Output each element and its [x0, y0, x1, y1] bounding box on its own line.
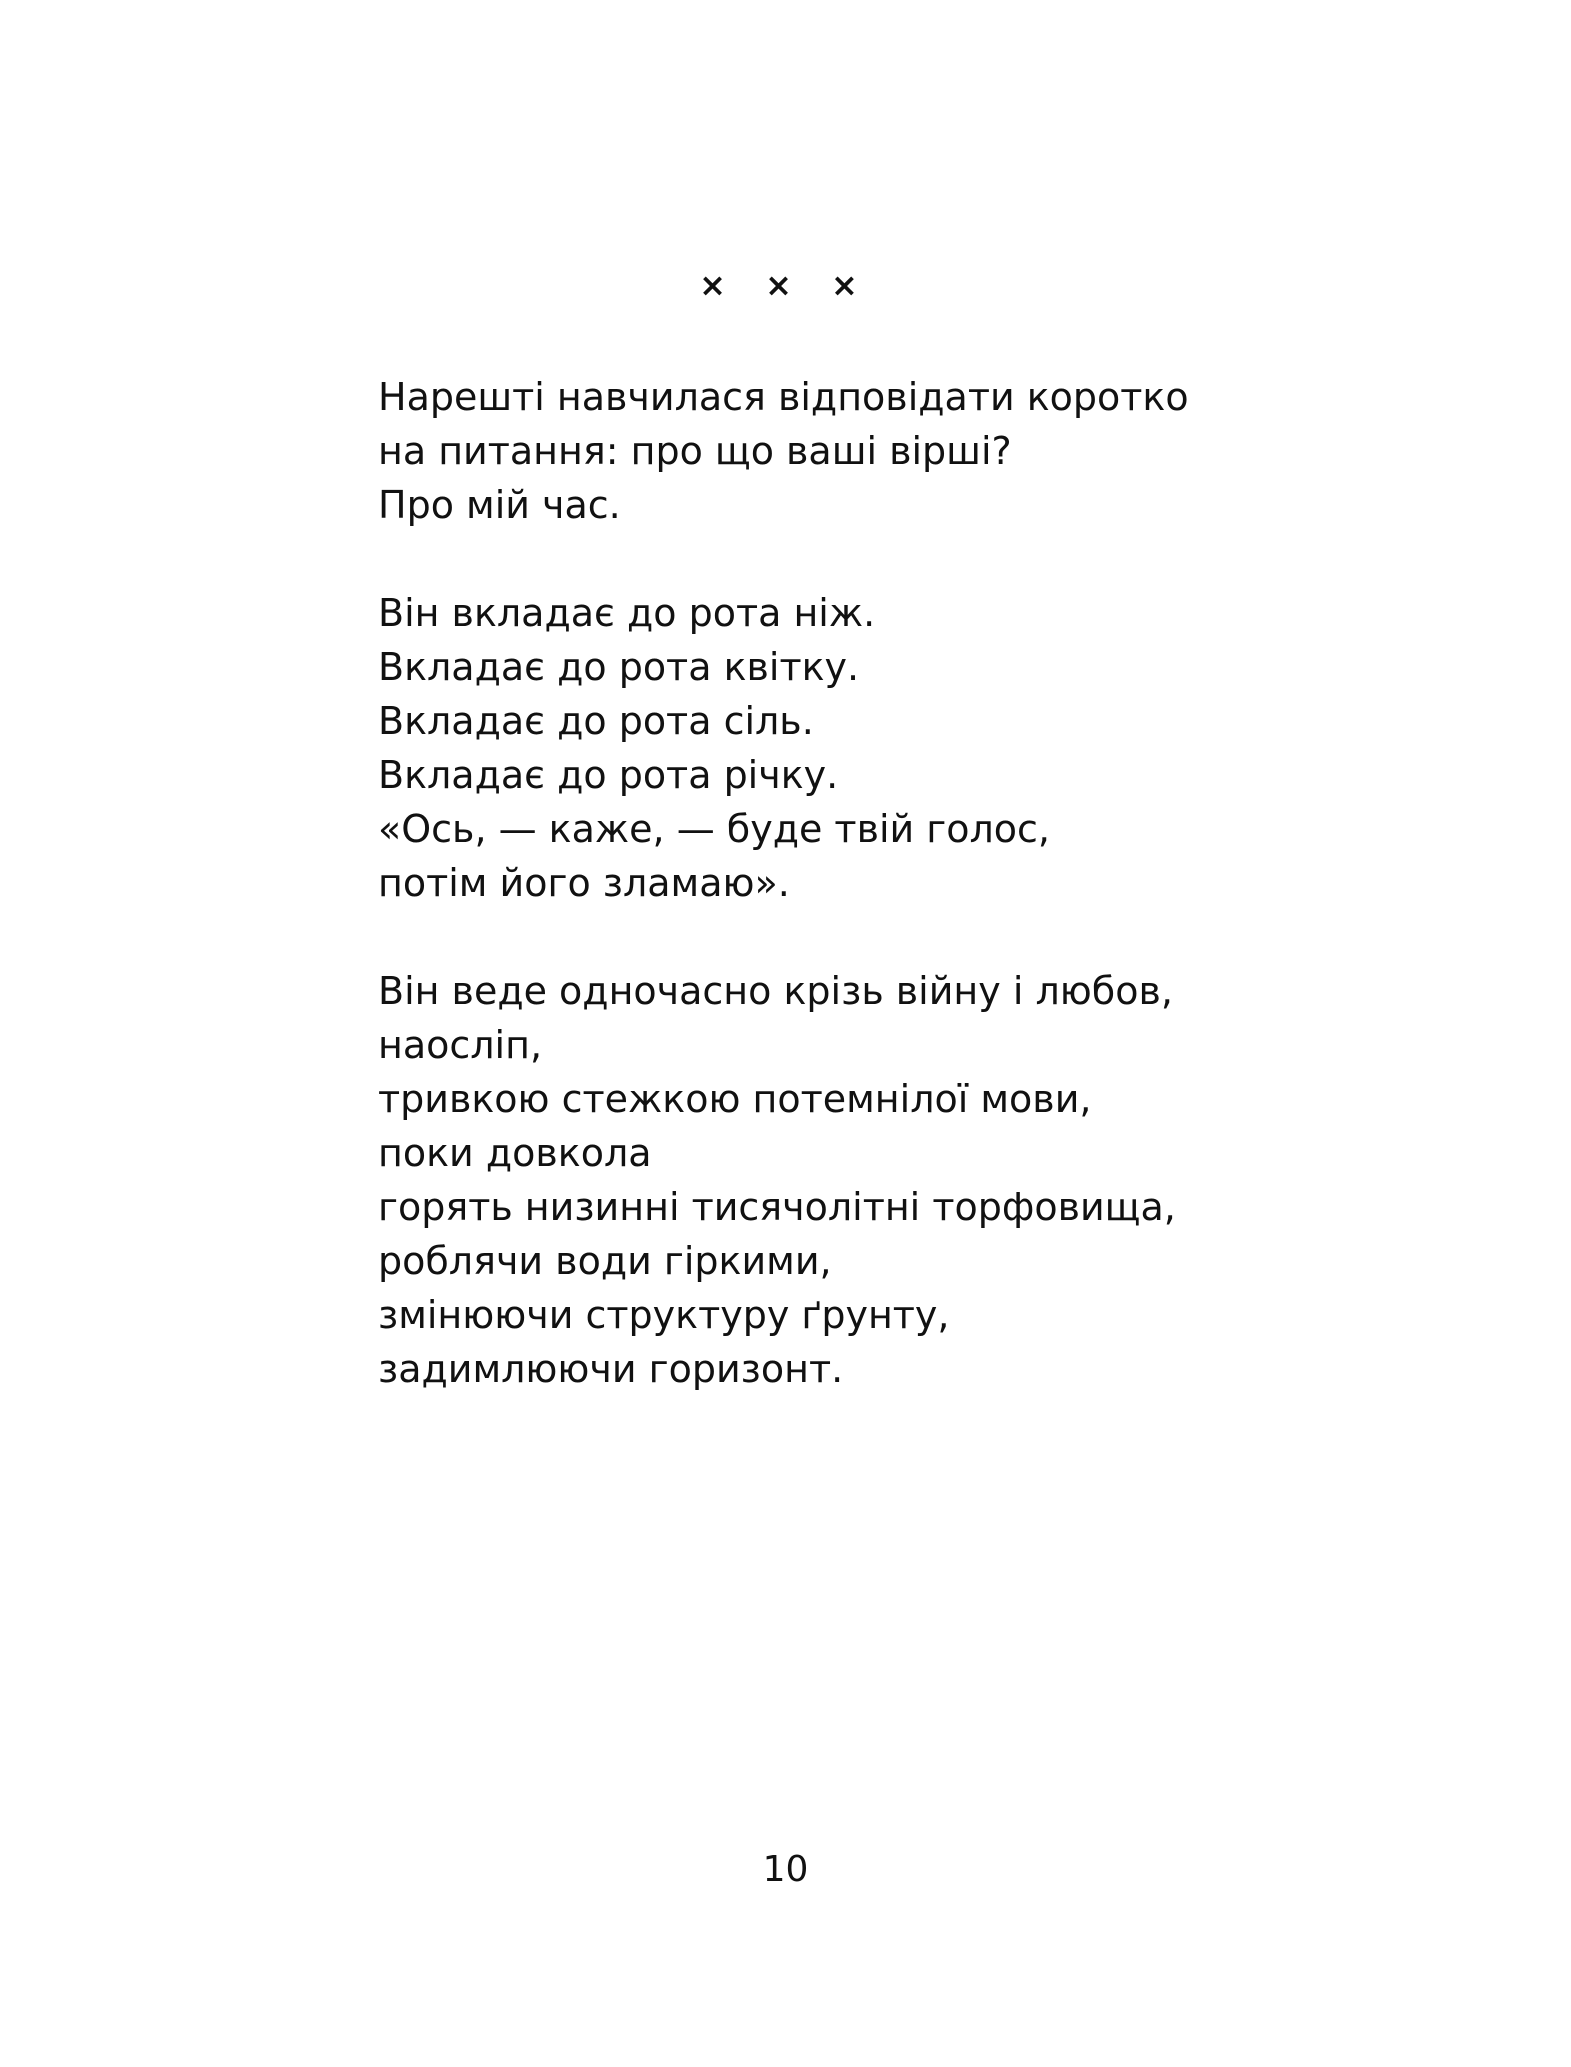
- page-number: 10: [762, 1849, 809, 1890]
- poem-line: на питання: про що ваші вірші?: [378, 429, 1012, 473]
- stanza-1: [378, 370, 1378, 532]
- poem-line: Вкладає до рота річку.: [378, 753, 839, 797]
- poem-line: Нарешті навчилася відповідати коротко: [378, 375, 1189, 419]
- poem: [378, 370, 1378, 1450]
- poem-line: поки довкола: [378, 1131, 652, 1175]
- poem-line: горять низинні тисячолітні торфовища,: [378, 1185, 1176, 1229]
- poem-line: Він веде одночасно крізь війну і любов,: [378, 969, 1173, 1013]
- poem-line: наосліп,: [378, 1023, 543, 1067]
- poem-line: задимлюючи горизонт.: [378, 1347, 844, 1391]
- poem-line: тривкою стежкою потемнілої мови,: [378, 1077, 1092, 1121]
- stanza-3: [378, 964, 1378, 1396]
- poem-line: Вкладає до рота квітку.: [378, 645, 860, 689]
- section-separator: × × ×: [699, 266, 872, 304]
- poem-line: Він вкладає до рота ніж.: [378, 591, 876, 635]
- poem-line: Про мій час.: [378, 483, 621, 527]
- poem-line: Вкладає до рота сіль.: [378, 699, 814, 743]
- poem-line: «Ось, — каже, — буде твій голос,: [378, 807, 1051, 851]
- stanza-2: [378, 586, 1378, 910]
- poem-line: роблячи води гіркими,: [378, 1239, 832, 1283]
- poem-line: змінюючи структуру ґрунту,: [378, 1293, 950, 1337]
- poem-line: потім його зламаю».: [378, 861, 790, 905]
